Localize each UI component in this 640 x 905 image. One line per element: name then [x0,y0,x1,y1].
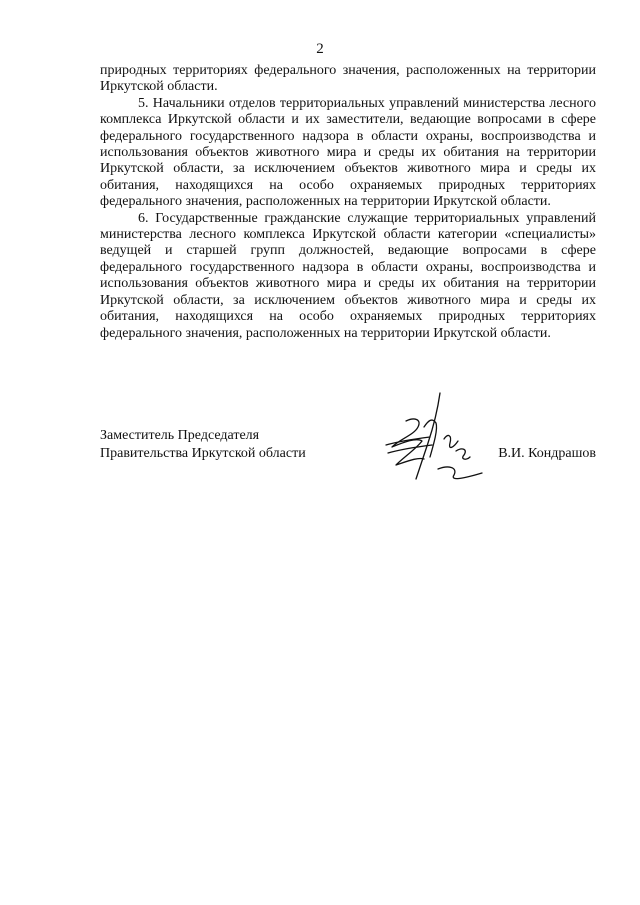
page-number: 2 [316,41,324,57]
paragraph-continuation: природных территориях федерального значения, расположенных на территории Иркутской области. [100,63,596,95]
signer-position [100,427,350,463]
paragraph-item-6: 6. Государственные гражданские служащие территориальных управлений министерства лесного комплекса Иркутской области категории «специалисты» ведущей и старшей групп должностей, ведающие вопросами в сфере федерального государственного надзора в области охраны, воспроизводства и использования объектов животного мира и среды их обитания на территории Иркутской области, за исключением объектов животного мира и среды их обитания, находящихся на особо охраняемых природных территориях федерального значения, расположенных на территории Иркутской области. [100,210,596,341]
document-body [100,63,596,342]
paragraph-item-5: 5. Начальники отделов территориальных управлений министерства лесного комплекса Иркутской области и их заместители, ведающие вопросами в сфере федерального государственного надзора в области охраны, воспроизводства и использования объектов животного мира и среды их обитания на территории Иркутской области, за исключением объектов животного мира и среды их обитания, находящихся на особо охраняемых природных территориях федерального значения, расположенных на территории Иркутской области. [100,95,596,210]
signer-position-line-2: Правительства Иркутской области [100,446,306,461]
handwritten-signature [378,387,488,499]
signer-position-line-1: Заместитель Председателя [100,428,260,443]
signer-name: В.И. Кондрашов [498,446,596,461]
signature-block [100,427,596,497]
